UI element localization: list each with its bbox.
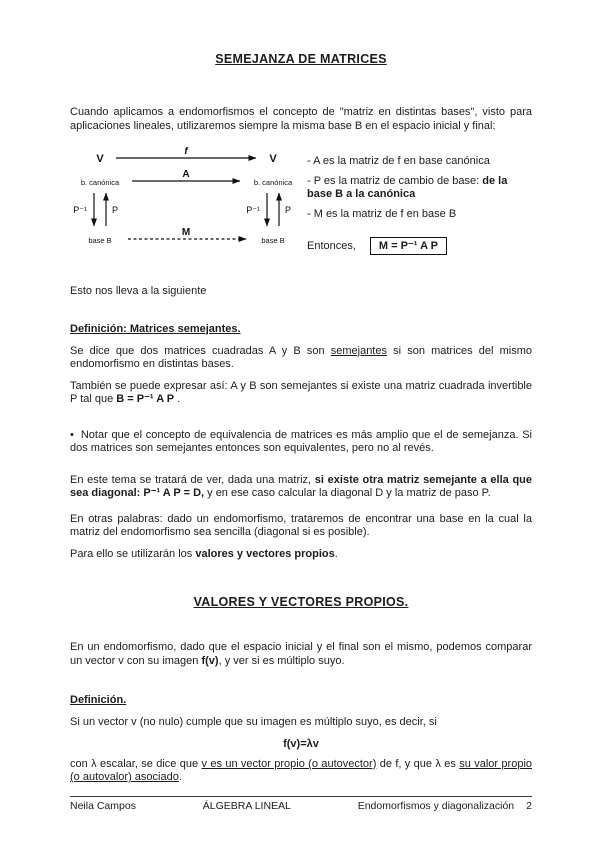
footer-course: ÁLGEBRA LINEAL xyxy=(202,800,291,812)
footer-author: Neila Campos xyxy=(70,800,136,812)
diagram-v-right: V xyxy=(269,153,277,165)
similarity-equation: B = P⁻¹ A P xyxy=(116,393,175,405)
diagonal-goal-bold: si existe otra matriz semejante a ella que sea diagonal: P⁻¹ A P = D, xyxy=(70,473,532,499)
semejantes-term: semejantes xyxy=(330,344,387,357)
canonical-basis-right: b. canónica xyxy=(253,178,293,187)
def-run-2: si son matrices del mismo endomorfismo en distintas bases. xyxy=(70,344,532,370)
page-footer xyxy=(70,796,532,812)
page-title: SEMEJANZA DE MATRICES xyxy=(215,52,387,66)
note-matrix-p xyxy=(307,175,532,201)
eigen-formula: f(v)=λv xyxy=(283,737,319,750)
diagram-section xyxy=(70,147,532,255)
footer-right-group xyxy=(358,800,532,812)
fv-bold: f(v) xyxy=(201,654,219,667)
eigenvalue-term: su valor propio (o autovalor) asociado xyxy=(70,757,532,783)
eigenvalue-definition-paragraph xyxy=(70,758,532,785)
definition-semejantes-paragraph xyxy=(70,345,532,372)
def-run-1: Se dice que dos matrices cuadradas A y B son xyxy=(70,344,331,357)
a-label: A xyxy=(182,169,190,180)
note-p-bold: de la base B a la canónica xyxy=(307,175,508,200)
basis-change-diagram xyxy=(70,147,305,250)
eigen-lead-period: . xyxy=(334,547,338,560)
similarity-formula-box: M = P⁻¹ A P xyxy=(370,237,447,255)
eigen-condition-paragraph: Si un vector v (no nulo) cumple que su imagen es múltiplo suyo, es decir, si xyxy=(70,716,437,728)
eig-run-2: de f, y que λ es xyxy=(376,757,460,770)
diagram-v-left: V xyxy=(96,153,104,165)
eigen-lead-bold: valores y vectores propios xyxy=(195,547,335,560)
note-p-text: - P es la matriz de cambio de base: xyxy=(307,175,483,187)
p-inverse-label-right: P⁻¹ xyxy=(246,205,260,215)
objective-run-1: En este tema se tratará de ver, dada una matriz, xyxy=(70,473,315,486)
equivalence-note-paragraph xyxy=(70,429,532,456)
eigen-lead-paragraph xyxy=(70,548,532,562)
lead-in-text: Esto nos lleva a la siguiente xyxy=(70,285,207,297)
objective-run-2: y en ese caso calcular la diagonal D y la matriz de paso P. xyxy=(204,487,491,499)
p-label-left: P xyxy=(112,205,119,215)
footer-chapter: Endomorfismos y diagonalización xyxy=(357,800,515,812)
canonical-basis-left: b. canónica xyxy=(80,178,120,187)
equivalence-note-text: Notar que el concepto de equivalencia de matrices es más amplio que el de semejanza. Si dos matrices son semejantes entonces son equivalentes, pero no al revés. xyxy=(70,428,532,454)
definition-heading-2: Definición. xyxy=(70,694,127,706)
bullet-glyph: • xyxy=(70,428,74,441)
alt-run-1: También se puede expresar así: A y B son semejantes si existe una matriz cuadrada invertible P tal que xyxy=(70,379,532,405)
eig-run-3: . xyxy=(178,771,182,783)
alt-run-2: . xyxy=(174,393,181,405)
rephrase-paragraph: En otras palabras: dado un endomorfismo, trataremos de encontrar una base en la cual la matriz del endomorfismo sea sencilla (diagonal si es posible). xyxy=(70,512,532,538)
alt-expression-paragraph xyxy=(70,380,532,407)
footer-page-number: 2 xyxy=(526,800,532,812)
entonces-row xyxy=(307,237,532,255)
endo-run-2: , y ver si es múltiplo suyo. xyxy=(218,654,345,667)
section-title-valores: VALORES Y VECTORES PROPIOS. xyxy=(193,595,409,609)
f-label: f xyxy=(184,147,188,157)
eigen-lead-run: Para ello se utilizarán los xyxy=(70,547,196,560)
endo-run-1: En un endomorfismo, dado que el espacio inicial y el final son el mismo, podemos comparar un vector v con su imagen xyxy=(70,641,532,667)
entonces-label: Entonces, xyxy=(307,240,356,252)
definition-semejantes-heading: Definición: Matrices semejantes. xyxy=(70,322,241,335)
p-inverse-label-left: P⁻¹ xyxy=(73,205,87,215)
diagram-notes-panel xyxy=(307,155,532,255)
eigenvector-term: v es un vector propio (o autovector) xyxy=(201,757,377,770)
base-b-right: base B xyxy=(261,236,285,245)
note-matrix-a: - A es la matriz de f en base canónica xyxy=(307,155,490,167)
p-label-right: P xyxy=(285,205,292,215)
m-label: M xyxy=(181,227,191,238)
base-b-left: base B xyxy=(88,236,112,245)
intro-paragraph: Cuando aplicamos a endomorfismos el concepto de "matriz en distintas bases", visto para aplicaciones lineales, utilizaremos siempre la misma base B en el espacio inicial y final: xyxy=(70,106,532,132)
note-matrix-m: - M es la matriz de f en base B xyxy=(307,208,457,220)
endomorphism-paragraph xyxy=(70,641,532,668)
objective-paragraph xyxy=(70,474,532,501)
eig-run-1: con λ escalar, se dice que xyxy=(70,757,202,770)
